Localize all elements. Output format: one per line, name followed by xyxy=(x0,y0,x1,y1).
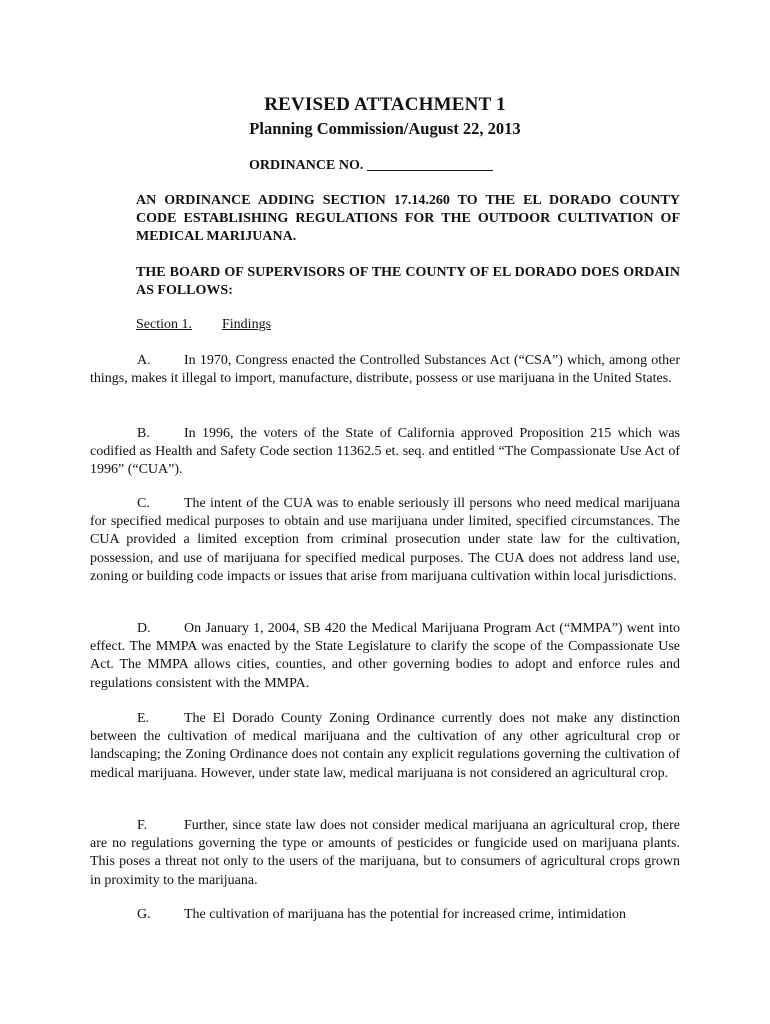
paragraph-letter: B. xyxy=(137,426,150,441)
ordinance-number: ORDINANCE NO. __________________ xyxy=(249,158,493,173)
paragraph-letter: D. xyxy=(137,621,151,636)
section-number: Section 1. xyxy=(136,317,192,332)
paragraph-text: The cultivation of marijuana has the potential for increased crime, intimidation xyxy=(184,907,627,922)
document-title: REVISED ATTACHMENT 1 xyxy=(264,94,506,115)
document-subtitle: Planning Commission/August 22, 2013 xyxy=(249,119,521,138)
paragraph-letter: C. xyxy=(137,496,150,511)
paragraph-text: In 1970, Congress enacted the Controlled Substances Act (“CSA”) which, among other things, makes it illegal to import, manufacture, distribute, possess or use marijuana in the United States. xyxy=(90,353,680,387)
section-title: Findings xyxy=(222,317,272,332)
paragraph-text: The intent of the CUA was to enable seriously ill persons who need medical marijuana for specified medical purposes to obtain and use marijuana under limited, specified circumstances. The CUA provided a limited exception from criminal prosecution under state law for the cultivation, possession, and use of marijuana for specified medical purposes. The CUA does not address land use, zoning or building code impacts or issues that arise from marijuana cultivation within local jurisdictions. xyxy=(90,496,680,584)
paragraph-text: In 1996, the voters of the State of California approved Proposition 215 which was codified as Health and Safety Code section 11362.5 et. seq. and entitled “The Compassionate Use Act of 1996” (“CUA”). xyxy=(90,426,680,478)
paragraph-text: The El Dorado County Zoning Ordinance currently does not make any distinction between the cultivation of medical marijuana and the cultivation of any other agricultural crop or landscaping; the Zoning Ordinance does not contain any explicit regulations governing the cultivation of medical marijuana. However, under state law, medical marijuana is not considered an agricultural crop. xyxy=(90,711,680,781)
paragraph-letter: A. xyxy=(137,353,151,368)
paragraph-f xyxy=(90,817,680,890)
paragraph-letter: F. xyxy=(137,818,148,833)
section-heading xyxy=(136,316,271,334)
paragraph-letter: G. xyxy=(137,907,151,922)
paragraph-a xyxy=(90,352,680,388)
paragraph-text: On January 1, 2004, SB 420 the Medical Marijuana Program Act (“MMPA”) went into effect. The MMPA was enacted by the State Legislature to clarify the scope of the Compassionate Use Act. The MMPA allows cities, counties, and other governing bodies to adopt and enforce rules and regulations consistent with the MMPA. xyxy=(90,621,680,691)
paragraph-c xyxy=(90,495,680,586)
board-ordain-statement: THE BOARD OF SUPERVISORS OF THE COUNTY OF EL DORADO DOES ORDAIN AS FOLLOWS: xyxy=(136,265,680,299)
paragraph-text: Further, since state law does not consider medical marijuana an agricultural crop, there are no regulations governing the type or amounts of pesticides or fungicide used on marijuana plants. This poses a threat not only to the users of the marijuana, but to consumers of agricultural crops grown in proximity to the marijuana. xyxy=(90,818,680,888)
paragraph-b xyxy=(90,425,680,480)
ordinance-title: AN ORDINANCE ADDING SECTION 17.14.260 TO THE EL DORADO COUNTY CODE ESTABLISHING REGULATIONS FOR THE OUTDOOR CULTIVATION OF MEDICAL MARIJUANA. xyxy=(136,193,680,245)
paragraph-d xyxy=(90,620,680,693)
paragraph-letter: E. xyxy=(137,711,150,726)
paragraph-g xyxy=(90,906,680,924)
paragraph-e xyxy=(90,710,680,783)
